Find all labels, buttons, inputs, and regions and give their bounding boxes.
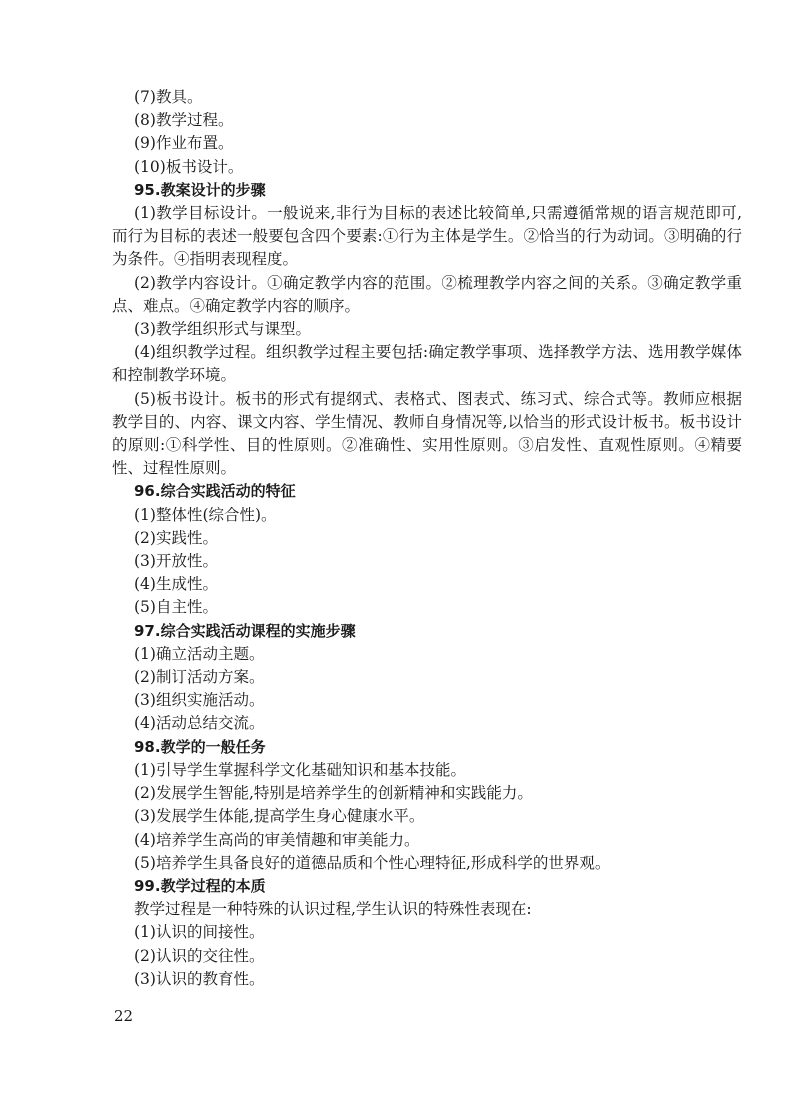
list-item: (9)作业布置。: [134, 134, 234, 153]
list-item: (8)教学过程。: [134, 111, 234, 130]
list-item: (3)发展学生体能,提高学生身心健康水平。: [134, 807, 425, 826]
list-item: (5)自主性。: [134, 598, 218, 617]
list-item: (7)教具。: [134, 88, 203, 106]
list-item: (1)引导学生掌握科学文化基础知识和基本技能。: [134, 760, 466, 779]
list-item: (4)生成性。: [134, 575, 218, 594]
paragraph: (2)教学内容设计。①确定教学内容的范围。②梳理教学内容之间的关系。③确定教学重点、难点。④确定教学内容的顺序。: [112, 273, 742, 315]
list-item: (4)活动总结交流。: [134, 714, 265, 733]
paragraph: (1)教学目标设计。一般说来,非行为目标的表述比较简单,只需遵循常规的语言规范即可,而行为目标的表述一般要包含四个要素:①行为主体是学生。②恰当的行为动词。③明确的行为条件。④指明表现程度。: [112, 204, 742, 269]
list-item: (2)发展学生智能,特别是培养学生的创新精神和实践能力。: [134, 784, 533, 803]
list-item: (3)认识的教育性。: [134, 969, 265, 988]
list-item: (4)培养学生高尚的审美情趣和审美能力。: [134, 830, 420, 849]
page-body: [112, 86, 742, 991]
list-item: (2)制订活动方案。: [134, 668, 265, 687]
list-item: (1)整体性(综合性)。: [134, 505, 277, 524]
list-item: (1)认识的间接性。: [134, 923, 265, 942]
list-item: (3)教学组织形式与课型。: [134, 320, 311, 339]
page-number: 22: [114, 1007, 134, 1025]
list-item: (2)实践性。: [134, 528, 218, 547]
list-item: (3)组织实施活动。: [134, 691, 265, 710]
section-heading: 97.综合实践活动课程的实施步骤: [134, 621, 356, 640]
list-item: (5)培养学生具备良好的道德品质和个性心理特征,形成科学的世界观。: [134, 853, 611, 872]
list-item: (1)确立活动主题。: [134, 644, 265, 663]
list-item: (2)认识的交往性。: [134, 946, 265, 965]
list-item: 教学过程是一种特殊的认识过程,学生认识的特殊性表现在:: [134, 900, 532, 919]
paragraph: (4)组织教学过程。组织教学过程主要包括:确定教学事项、选择教学方法、选用教学媒体和控制教学环境。: [112, 343, 742, 385]
list-item: (3)开放性。: [134, 552, 218, 571]
section-heading: 98.教学的一般任务: [134, 737, 266, 756]
section-heading: 99.教学过程的本质: [134, 876, 266, 895]
section-heading: 95.教案设计的步骤: [134, 180, 266, 199]
list-item: (10)板书设计。: [134, 157, 244, 176]
paragraph: (5)板书设计。板书的形式有提纲式、表格式、图表式、练习式、综合式等。教师应根据教学目的、内容、课文内容、学生情况、教师自身情况等,以恰当的形式设计板书。板书设计的原则:①科学性、目的性原则。②准确性、实用性原则。③启发性、直观性原则。④精要性、过程性原则。: [112, 389, 742, 478]
section-heading: 96.综合实践活动的特征: [134, 482, 296, 501]
